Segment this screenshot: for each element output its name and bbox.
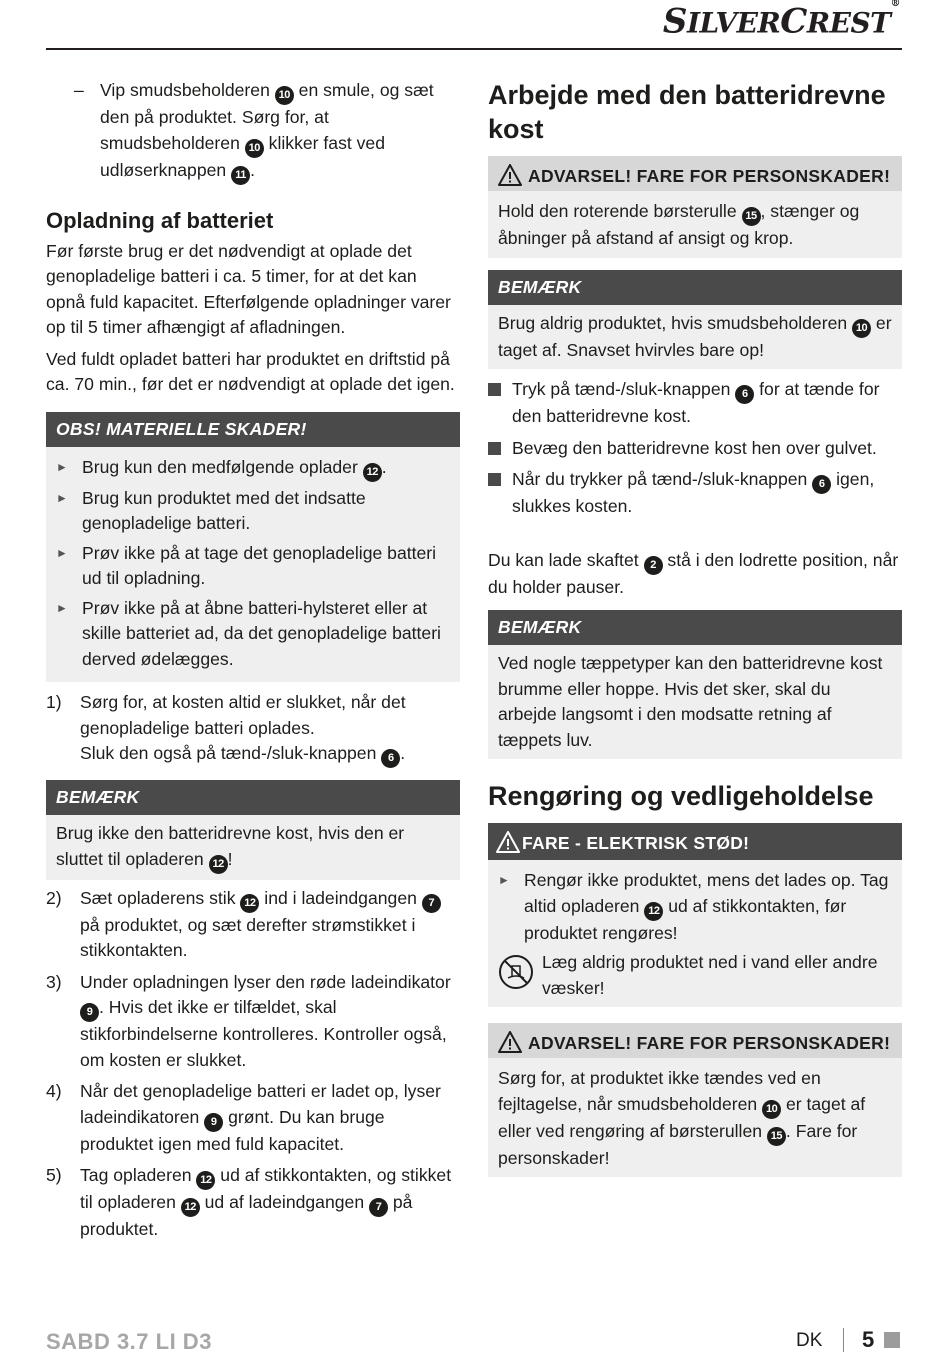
obs-box	[46, 412, 460, 683]
callout-number: 11	[231, 166, 250, 185]
square-bullet-icon	[488, 383, 501, 396]
brand-logo: SILVERCREST®	[662, 0, 900, 42]
list-item: ► Prøv ikke på at åbne batteri-hylsteret eller at skille batteriet ad, da det genopladelige batteri derved ødelægges.	[56, 597, 441, 669]
warning-triangle-icon	[498, 164, 522, 186]
header-divider	[46, 48, 902, 50]
list-item: ► Prøv ikke på at tage det genopladelige batteri ud til opladning.	[56, 542, 437, 588]
callout-number: 6	[735, 385, 754, 404]
callout-number: 9	[204, 1113, 223, 1132]
numbered-step: 3) Under opladningen lyser den røde ladeindikator 9 . Hvis det ikke er tilfældet, skal stikforbindelserne kontrolleres. Kontroller også, om kosten er slukket.	[46, 971, 451, 1070]
list-item: ► Rengør ikke produktet, mens det lades op. Tag altid opladeren 12 ud af stikkontakten, før produktet rengøres!	[498, 870, 889, 943]
callout-number: 12	[181, 1198, 200, 1217]
callout-number: 12	[644, 902, 663, 921]
callout-number: 12	[363, 463, 382, 482]
warning-triangle-icon	[496, 831, 520, 853]
numbered-step: 1) Sørg for, at kosten altid er slukket, når det genopladelige batteri oplades. Sluk den også på tænd-/sluk-knappen 6 .	[46, 690, 460, 768]
callout-number: 7	[369, 1198, 388, 1217]
square-bullet-icon	[488, 442, 501, 455]
footer-model-number: SABD 3.7 LI D3	[46, 1329, 212, 1354]
numbered-step: 4) Når det genopladelige batteri er ladet op, lyser ladeindikatoren 9 grønt. Du kan bruge produktet igen med fuld kapacitet.	[46, 1081, 441, 1154]
triangle-bullet-icon: ►	[56, 600, 68, 615]
callout-number: 9	[80, 1003, 99, 1022]
note-box: BEMÆRK Ved nogle tæppetyper kan den batteridrevne kost brumme eller hoppe. Hvis det sker, skal du arbejde langsomt i den modsatte retning af tæppets luv.	[488, 610, 902, 759]
callout-number: 15	[767, 1127, 786, 1146]
box-heading: ADVARSEL! FARE FOR PERSONSKADER!	[488, 156, 902, 191]
list-item: ► Brug kun den medfølgende oplader 12 .	[56, 455, 450, 482]
box-heading: ADVARSEL! FARE FOR PERSONSKADER!	[488, 1023, 902, 1058]
paragraph: Før første brug er det nødvendigt at oplade det genopladelige batteri i ca. 5 timer, for at det kan opnå fuld kapacitet. Efterfølgende opladninger varer op til 5 timer afhængigt af afladningen.	[46, 240, 451, 337]
list-item: ► Brug kun produktet med det indsatte genopladelige batteri.	[56, 487, 366, 533]
box-heading: BEMÆRK	[488, 270, 902, 305]
square-bullet-icon	[488, 473, 501, 486]
section-heading-cleaning: Rengøring og vedligeholdelse	[488, 781, 874, 811]
left-column	[46, 78, 460, 1249]
section-heading-charging: Opladning af batteriet	[46, 207, 274, 233]
triangle-bullet-icon: ►	[56, 459, 68, 474]
list-item: Bevæg den batteridrevne kost hen over gulvet.	[488, 436, 902, 462]
box-heading: BEMÆRK	[46, 780, 460, 815]
prohibition-row: Læg aldrig produktet ned i vand eller andre væsker!	[498, 950, 892, 1001]
no-water-icon	[498, 954, 534, 990]
right-column	[488, 78, 902, 1189]
warning-box: ADVARSEL! FARE FOR PERSONSKADER! Sørg for, at produktet ikke tændes ved en fejltagelse, når smudsbeholderen 10 er taget af eller ved rengøring af børsterullen 15 . Fare for personskader!	[488, 1023, 902, 1177]
paragraph: Du kan lade skaftet 2 stå i den lodrette position, når du holder pauser.	[488, 549, 899, 597]
callout-number: 10	[852, 319, 871, 338]
triangle-bullet-icon: ►	[56, 490, 68, 505]
section-heading-working: Arbejde med den batteridrevne kost	[488, 80, 886, 144]
page-number: 5	[862, 1327, 875, 1352]
note-box: BEMÆRK Brug aldrig produktet, hvis smudsbeholderen 10 er taget af. Snavset hvirvles bare op!	[488, 270, 902, 370]
box-heading: BEMÆRK	[488, 610, 902, 645]
warning-box: ADVARSEL! FARE FOR PERSONSKADER! Hold den roterende børsterulle 15 , stænger og åbninger på afstand af ansigt og krop.	[488, 156, 902, 258]
callout-number: 12	[196, 1171, 215, 1190]
dash-list-item: – Vip smudsbeholderen 10 en smule, og sæt den på produktet. Sørg for, at smudsbeholderen 10 klikker fast ved udløserknappen 11 .	[46, 78, 460, 185]
callout-number: 10	[275, 86, 294, 105]
numbered-step: 2) Sæt opladerens stik 12 ind i ladeindgangen 7 på produktet, og sæt derefter strømstikket i stikkontakten.	[46, 886, 460, 964]
footer-square-marker	[884, 1332, 900, 1348]
callout-number: 12	[209, 855, 228, 874]
list-item: Når du trykker på tænd-/sluk-knappen 6 igen, slukkes kosten.	[488, 467, 902, 520]
callout-number: 12	[240, 894, 259, 913]
footer-language: DK	[796, 1330, 823, 1351]
triangle-bullet-icon: ►	[56, 545, 68, 560]
callout-number: 10	[245, 139, 264, 158]
callout-number: 2	[644, 556, 663, 575]
note-box: BEMÆRK Brug ikke den batteridrevne kost, hvis den er sluttet til opladeren 12 !	[46, 780, 460, 880]
footer-divider	[843, 1328, 844, 1352]
callout-number: 15	[742, 207, 761, 226]
list-item: Tryk på tænd-/sluk-knappen 6 for at tænde for den batteridrevne kost.	[488, 377, 902, 430]
numbered-step: 5) Tag opladeren 12 ud af stikkontakten, og stikket til opladeren 12 ud af ladeindgangen 7 på produktet.	[46, 1165, 452, 1239]
danger-box	[488, 823, 902, 1007]
box-heading: OBS! MATERIELLE SKADER!	[46, 412, 460, 447]
triangle-bullet-icon: ►	[498, 873, 510, 887]
warning-triangle-icon	[498, 1031, 522, 1053]
callout-number: 6	[812, 475, 831, 494]
box-heading: FARE - ELEKTRISK STØD!	[488, 823, 902, 860]
callout-number: 10	[762, 1100, 781, 1119]
paragraph: Ved fuldt opladet batteri har produktet en driftstid på ca. 70 min., før det er nødvendigt at oplade det igen.	[46, 348, 455, 394]
callout-number: 7	[422, 894, 441, 913]
callout-number: 6	[381, 749, 400, 768]
